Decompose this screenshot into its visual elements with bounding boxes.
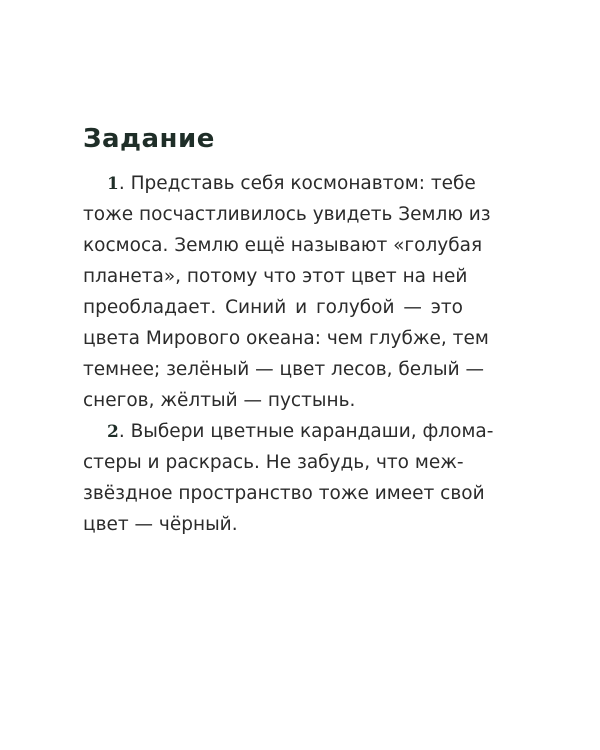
task-2-line-3: звёздное пространство тоже имеет свой	[83, 483, 485, 504]
task-1-line-5: преобладает. Синий и голубой — это	[83, 297, 463, 318]
task-1-line-6: цвета Мирового океана: чем глубже, тем	[83, 328, 489, 349]
task-2-line-1	[83, 416, 494, 447]
task-1-line-8: снегов, жёлтый — пустынь.	[83, 390, 356, 411]
task-1-line-2: тоже посчастливилось увидеть Землю из	[83, 204, 491, 225]
task-1-line-1	[83, 168, 476, 199]
task-2-line-4: цвет — чёрный.	[83, 514, 238, 535]
task-1-text: . Представь себя космонавтом: тебе	[118, 173, 476, 194]
task-2-text: . Выбери цветные карандаши, флома-	[118, 421, 494, 442]
task-1-line-7: темнее; зелёный — цвет лесов, белый —	[83, 359, 485, 380]
task-1-line-3: космоса. Землю ещё называют «голубая	[83, 235, 483, 256]
task-1-number: 1	[107, 174, 119, 194]
task-1-line-4: планета», потому что этот цвет на ней	[83, 266, 468, 287]
task-2-line-2: стеры и раскрась. Не забудь, что меж-	[83, 452, 464, 473]
task-body	[83, 168, 494, 540]
task-2-number: 2	[107, 422, 119, 442]
task-heading: Задание	[83, 124, 215, 154]
